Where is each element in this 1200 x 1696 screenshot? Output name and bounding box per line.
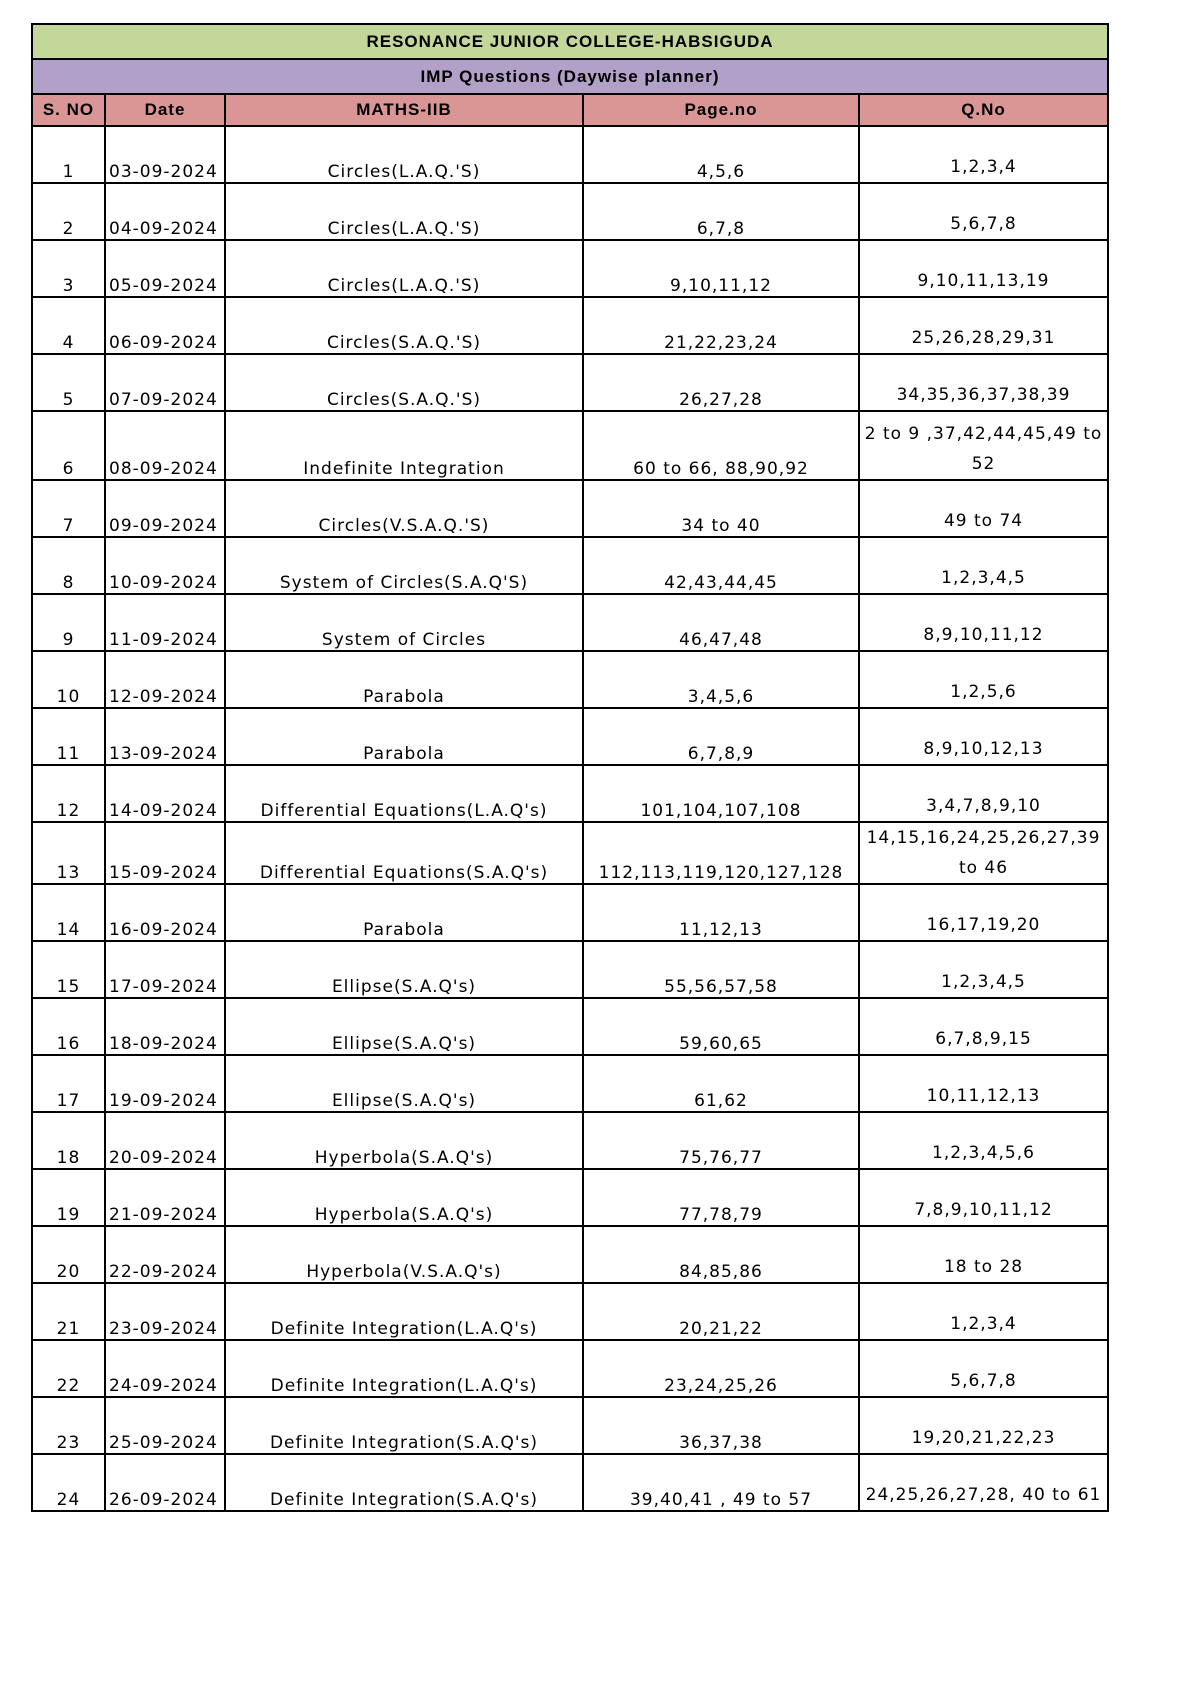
date-cell: 11-09-2024 <box>105 594 225 651</box>
date-cell: 17-09-2024 <box>105 941 225 998</box>
topic-cell: System of Circles <box>225 594 583 651</box>
serial-number-cell: 19 <box>32 1169 105 1226</box>
date-cell: 19-09-2024 <box>105 1055 225 1112</box>
serial-number-cell: 8 <box>32 537 105 594</box>
question-number-cell: 1,2,5,6 <box>859 651 1108 708</box>
topic-cell: Circles(V.S.A.Q.'S) <box>225 480 583 537</box>
table-row <box>32 1397 1108 1454</box>
table-row <box>32 708 1108 765</box>
date-cell: 12-09-2024 <box>105 651 225 708</box>
topic-cell: Ellipse(S.A.Q's) <box>225 941 583 998</box>
page-number-cell: 9,10,11,12 <box>583 240 859 297</box>
date-cell: 10-09-2024 <box>105 537 225 594</box>
topic-cell: Circles(L.A.Q.'S) <box>225 126 583 183</box>
question-number-cell: 14,15,16,24,25,26,27,39 to 46 <box>859 822 1108 884</box>
question-number-cell: 24,25,26,27,28, 40 to 61 <box>859 1454 1108 1511</box>
column-header-date: Date <box>105 94 225 126</box>
date-cell: 22-09-2024 <box>105 1226 225 1283</box>
topic-cell: Differential Equations(L.A.Q's) <box>225 765 583 822</box>
table-row <box>32 941 1108 998</box>
question-number-cell: 8,9,10,11,12 <box>859 594 1108 651</box>
question-number-cell: 7,8,9,10,11,12 <box>859 1169 1108 1226</box>
serial-number-cell: 4 <box>32 297 105 354</box>
topic-cell: Circles(S.A.Q.'S) <box>225 297 583 354</box>
page-number-cell: 4,5,6 <box>583 126 859 183</box>
question-number-cell: 8,9,10,12,13 <box>859 708 1108 765</box>
page-number-cell: 84,85,86 <box>583 1226 859 1283</box>
topic-cell: Parabola <box>225 884 583 941</box>
table-row <box>32 884 1108 941</box>
table-row <box>32 765 1108 822</box>
serial-number-cell: 13 <box>32 822 105 884</box>
question-number-cell: 5,6,7,8 <box>859 183 1108 240</box>
page-number-cell: 46,47,48 <box>583 594 859 651</box>
topic-cell: Parabola <box>225 651 583 708</box>
serial-number-cell: 7 <box>32 480 105 537</box>
table-row <box>32 411 1108 480</box>
serial-number-cell: 14 <box>32 884 105 941</box>
table-row <box>32 998 1108 1055</box>
topic-cell: Definite Integration(S.A.Q's) <box>225 1397 583 1454</box>
serial-number-cell: 18 <box>32 1112 105 1169</box>
serial-number-cell: 21 <box>32 1283 105 1340</box>
date-cell: 05-09-2024 <box>105 240 225 297</box>
page-number-cell: 39,40,41 , 49 to 57 <box>583 1454 859 1511</box>
page-number-cell: 23,24,25,26 <box>583 1340 859 1397</box>
serial-number-cell: 17 <box>32 1055 105 1112</box>
question-number-cell: 9,10,11,13,19 <box>859 240 1108 297</box>
topic-cell: Ellipse(S.A.Q's) <box>225 1055 583 1112</box>
page-number-cell: 6,7,8 <box>583 183 859 240</box>
date-cell: 25-09-2024 <box>105 1397 225 1454</box>
question-number-cell: 6,7,8,9,15 <box>859 998 1108 1055</box>
serial-number-cell: 12 <box>32 765 105 822</box>
table-row <box>32 126 1108 183</box>
topic-cell: Definite Integration(L.A.Q's) <box>225 1283 583 1340</box>
page-number-cell: 11,12,13 <box>583 884 859 941</box>
page-number-cell: 77,78,79 <box>583 1169 859 1226</box>
page-number-cell: 34 to 40 <box>583 480 859 537</box>
table-row <box>32 480 1108 537</box>
question-number-cell: 34,35,36,37,38,39 <box>859 354 1108 411</box>
question-number-cell: 18 to 28 <box>859 1226 1108 1283</box>
topic-cell: Definite Integration(S.A.Q's) <box>225 1454 583 1511</box>
table-row <box>32 1226 1108 1283</box>
topic-cell: Hyperbola(V.S.A.Q's) <box>225 1226 583 1283</box>
table-row <box>32 1112 1108 1169</box>
table-row <box>32 1454 1108 1511</box>
serial-number-cell: 23 <box>32 1397 105 1454</box>
table-row <box>32 594 1108 651</box>
serial-number-cell: 3 <box>32 240 105 297</box>
question-number-cell: 49 to 74 <box>859 480 1108 537</box>
question-number-cell: 25,26,28,29,31 <box>859 297 1108 354</box>
date-cell: 16-09-2024 <box>105 884 225 941</box>
table-row <box>32 183 1108 240</box>
page-number-cell: 3,4,5,6 <box>583 651 859 708</box>
date-cell: 03-09-2024 <box>105 126 225 183</box>
date-cell: 04-09-2024 <box>105 183 225 240</box>
date-cell: 23-09-2024 <box>105 1283 225 1340</box>
date-cell: 14-09-2024 <box>105 765 225 822</box>
page-number-cell: 20,21,22 <box>583 1283 859 1340</box>
question-number-cell: 10,11,12,13 <box>859 1055 1108 1112</box>
question-number-cell: 1,2,3,4 <box>859 1283 1108 1340</box>
college-title: RESONANCE JUNIOR COLLEGE-HABSIGUDA <box>32 24 1108 59</box>
serial-number-cell: 24 <box>32 1454 105 1511</box>
table-row <box>32 297 1108 354</box>
title-row <box>32 24 1108 59</box>
table-row <box>32 1340 1108 1397</box>
page-number-cell: 42,43,44,45 <box>583 537 859 594</box>
question-number-cell: 1,2,3,4,5 <box>859 941 1108 998</box>
question-number-cell: 1,2,3,4,5,6 <box>859 1112 1108 1169</box>
column-header-subject: MATHS-IIB <box>225 94 583 126</box>
page-number-cell: 55,56,57,58 <box>583 941 859 998</box>
table-row <box>32 1283 1108 1340</box>
date-cell: 07-09-2024 <box>105 354 225 411</box>
question-number-cell: 3,4,7,8,9,10 <box>859 765 1108 822</box>
topic-cell: Circles(L.A.Q.'S) <box>225 240 583 297</box>
table-row <box>32 822 1108 884</box>
page-number-cell: 6,7,8,9 <box>583 708 859 765</box>
topic-cell: System of Circles(S.A.Q'S) <box>225 537 583 594</box>
question-number-cell: 2 to 9 ,37,42,44,45,49 to 52 <box>859 411 1108 480</box>
column-header-qno: Q.No <box>859 94 1108 126</box>
page-number-cell: 36,37,38 <box>583 1397 859 1454</box>
question-number-cell: 1,2,3,4,5 <box>859 537 1108 594</box>
question-number-cell: 16,17,19,20 <box>859 884 1108 941</box>
question-number-cell: 1,2,3,4 <box>859 126 1108 183</box>
table-row <box>32 537 1108 594</box>
topic-cell: Circles(S.A.Q.'S) <box>225 354 583 411</box>
serial-number-cell: 2 <box>32 183 105 240</box>
date-cell: 13-09-2024 <box>105 708 225 765</box>
serial-number-cell: 16 <box>32 998 105 1055</box>
topic-cell: Hyperbola(S.A.Q's) <box>225 1169 583 1226</box>
serial-number-cell: 11 <box>32 708 105 765</box>
topic-cell: Indefinite Integration <box>225 411 583 480</box>
serial-number-cell: 6 <box>32 411 105 480</box>
date-cell: 20-09-2024 <box>105 1112 225 1169</box>
page-number-cell: 112,113,119,120,127,128 <box>583 822 859 884</box>
subtitle-row <box>32 59 1108 94</box>
planner-table <box>31 23 1109 1512</box>
column-header-page: Page.no <box>583 94 859 126</box>
column-header-row <box>32 94 1108 126</box>
topic-cell: Circles(L.A.Q.'S) <box>225 183 583 240</box>
planner-subtitle: IMP Questions (Daywise planner) <box>32 59 1108 94</box>
table-row <box>32 1169 1108 1226</box>
question-number-cell: 5,6,7,8 <box>859 1340 1108 1397</box>
page-number-cell: 61,62 <box>583 1055 859 1112</box>
serial-number-cell: 15 <box>32 941 105 998</box>
topic-cell: Differential Equations(S.A.Q's) <box>225 822 583 884</box>
page-number-cell: 60 to 66, 88,90,92 <box>583 411 859 480</box>
table-row <box>32 651 1108 708</box>
serial-number-cell: 5 <box>32 354 105 411</box>
serial-number-cell: 1 <box>32 126 105 183</box>
date-cell: 24-09-2024 <box>105 1340 225 1397</box>
topic-cell: Definite Integration(L.A.Q's) <box>225 1340 583 1397</box>
date-cell: 21-09-2024 <box>105 1169 225 1226</box>
page-number-cell: 26,27,28 <box>583 354 859 411</box>
topic-cell: Parabola <box>225 708 583 765</box>
topic-cell: Ellipse(S.A.Q's) <box>225 998 583 1055</box>
date-cell: 26-09-2024 <box>105 1454 225 1511</box>
serial-number-cell: 20 <box>32 1226 105 1283</box>
page-number-cell: 59,60,65 <box>583 998 859 1055</box>
serial-number-cell: 10 <box>32 651 105 708</box>
table-row <box>32 1055 1108 1112</box>
page-number-cell: 101,104,107,108 <box>583 765 859 822</box>
date-cell: 09-09-2024 <box>105 480 225 537</box>
page-number-cell: 21,22,23,24 <box>583 297 859 354</box>
table-row <box>32 240 1108 297</box>
serial-number-cell: 9 <box>32 594 105 651</box>
date-cell: 06-09-2024 <box>105 297 225 354</box>
column-header-sno: S. NO <box>32 94 105 126</box>
date-cell: 08-09-2024 <box>105 411 225 480</box>
topic-cell: Hyperbola(S.A.Q's) <box>225 1112 583 1169</box>
serial-number-cell: 22 <box>32 1340 105 1397</box>
date-cell: 15-09-2024 <box>105 822 225 884</box>
question-number-cell: 19,20,21,22,23 <box>859 1397 1108 1454</box>
page-number-cell: 75,76,77 <box>583 1112 859 1169</box>
table-row <box>32 354 1108 411</box>
date-cell: 18-09-2024 <box>105 998 225 1055</box>
table-body <box>32 126 1108 1511</box>
